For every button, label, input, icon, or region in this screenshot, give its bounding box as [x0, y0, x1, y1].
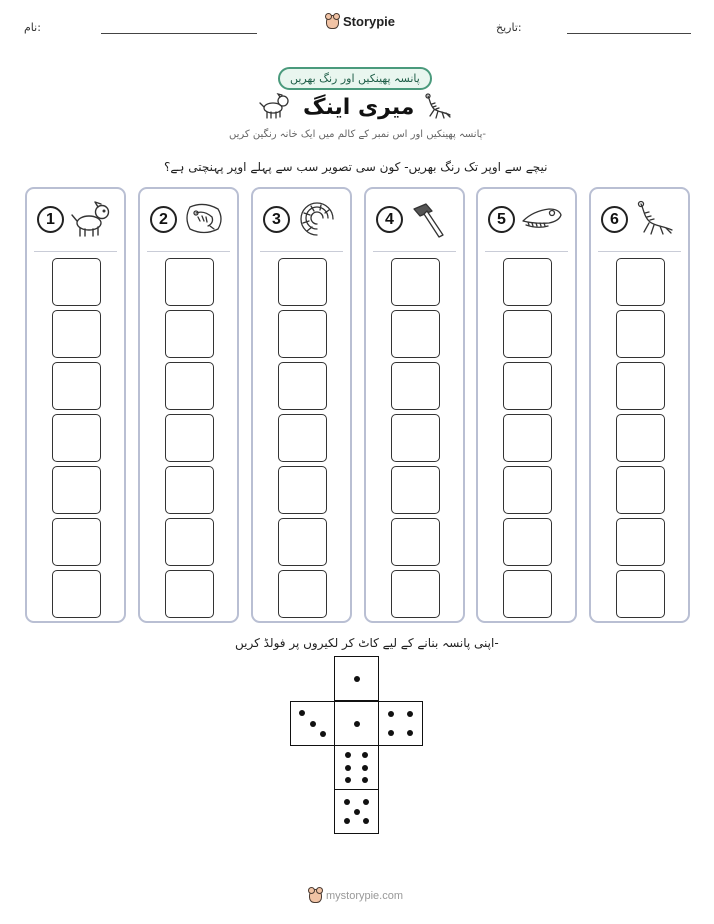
color-box[interactable]: [52, 518, 101, 566]
dog-icon: [69, 199, 113, 239]
column-3: [251, 187, 352, 623]
color-box[interactable]: [165, 310, 214, 358]
color-box[interactable]: [503, 570, 552, 618]
color-box[interactable]: [391, 414, 440, 462]
color-box[interactable]: [52, 414, 101, 462]
die-pip: [362, 777, 368, 783]
date-label: تاریخ:: [496, 21, 522, 34]
column-6: [589, 187, 690, 623]
bear-logo-icon: [309, 889, 322, 903]
die-pip: [362, 752, 368, 758]
column-number: 5: [488, 206, 515, 233]
color-box[interactable]: [616, 414, 665, 462]
hammer-icon: [408, 199, 452, 239]
die-pip: [388, 711, 394, 717]
column-divider: [147, 251, 230, 252]
plesiosaur-skeleton-icon: [420, 92, 454, 122]
subtitle: پانسہ پھینکیں اور اس نمبر کے کالم میں ایک خانہ رنگین کریں-: [229, 129, 487, 140]
color-box[interactable]: [503, 362, 552, 410]
column-1: [25, 187, 126, 623]
die-pip: [299, 710, 305, 716]
die-pip: [320, 731, 326, 737]
die-pip: [388, 730, 394, 736]
color-box[interactable]: [165, 258, 214, 306]
color-box[interactable]: [616, 518, 665, 566]
die-pip: [344, 818, 350, 824]
die-pip: [354, 676, 360, 682]
brand-logo: [326, 14, 395, 29]
column-divider: [598, 251, 681, 252]
color-box[interactable]: [52, 362, 101, 410]
column-divider: [260, 251, 343, 252]
color-box[interactable]: [278, 518, 327, 566]
color-box[interactable]: [278, 466, 327, 514]
color-box[interactable]: [391, 310, 440, 358]
color-box[interactable]: [391, 570, 440, 618]
column-divider: [34, 251, 117, 252]
color-box[interactable]: [616, 258, 665, 306]
color-box[interactable]: [391, 362, 440, 410]
ammonite-icon: [295, 199, 339, 239]
color-box[interactable]: [616, 310, 665, 358]
die-pip: [363, 799, 369, 805]
brand-name: Storypie: [343, 14, 396, 29]
color-box[interactable]: [616, 570, 665, 618]
fold-instruction: اپنی پانسہ بنانے کے لیے کاٹ کر لکیروں پر فولڈ کریں-: [235, 636, 499, 650]
die-pip: [362, 765, 368, 771]
name-line[interactable]: [101, 33, 257, 34]
die-pip: [407, 730, 413, 736]
die-pip: [345, 765, 351, 771]
bear-logo-icon: [326, 15, 339, 29]
die-face-right: [378, 701, 423, 746]
color-box[interactable]: [503, 518, 552, 566]
die-pip: [354, 809, 360, 815]
color-box[interactable]: [52, 570, 101, 618]
color-box[interactable]: [391, 518, 440, 566]
color-box[interactable]: [391, 466, 440, 514]
color-box[interactable]: [616, 466, 665, 514]
color-box[interactable]: [165, 518, 214, 566]
color-box[interactable]: [278, 258, 327, 306]
page-title: میری اینگ: [303, 95, 415, 120]
column-number: 1: [37, 206, 64, 233]
color-box[interactable]: [278, 414, 327, 462]
color-box[interactable]: [52, 258, 101, 306]
color-box[interactable]: [165, 570, 214, 618]
column-number: 2: [150, 206, 177, 233]
column-5: [476, 187, 577, 623]
die-face-lower: [334, 745, 379, 790]
color-box[interactable]: [278, 310, 327, 358]
color-box[interactable]: [503, 466, 552, 514]
color-box[interactable]: [503, 414, 552, 462]
footer: [309, 889, 403, 903]
date-line[interactable]: [567, 33, 691, 34]
color-box[interactable]: [52, 310, 101, 358]
column-number: 3: [263, 206, 290, 233]
column-4: [364, 187, 465, 623]
color-box[interactable]: [278, 570, 327, 618]
color-box[interactable]: [616, 362, 665, 410]
fossil-icon: [182, 199, 226, 239]
color-box[interactable]: [278, 362, 327, 410]
plesiosaur-skeleton-icon: [633, 199, 677, 239]
color-box[interactable]: [165, 362, 214, 410]
instruction: نیچے سے اوپر تک رنگ بھریں- کون سی تصویر سب سے پہلے اوپر پہنچتی ہے؟: [164, 160, 548, 174]
color-box[interactable]: [52, 466, 101, 514]
dino-skull-icon: [520, 199, 564, 239]
color-box[interactable]: [503, 258, 552, 306]
column-divider: [373, 251, 456, 252]
die-pip: [407, 711, 413, 717]
game-type-pill: پانسہ پھینکیں اور رنگ بھریں: [278, 67, 432, 90]
color-box[interactable]: [391, 258, 440, 306]
footer-url[interactable]: mystorypie.com: [326, 890, 404, 902]
die-pip: [345, 752, 351, 758]
die-pip: [310, 721, 316, 727]
color-box[interactable]: [165, 414, 214, 462]
color-box[interactable]: [503, 310, 552, 358]
column-number: 4: [376, 206, 403, 233]
column-2: [138, 187, 239, 623]
die-face-left: [290, 701, 335, 746]
die-pip: [363, 818, 369, 824]
die-pip: [344, 799, 350, 805]
die-face-bottom: [334, 789, 379, 834]
die-face-center: [334, 701, 379, 746]
die-pip: [354, 721, 360, 727]
color-box[interactable]: [165, 466, 214, 514]
column-number: 6: [601, 206, 628, 233]
column-divider: [485, 251, 568, 252]
dog-icon: [258, 92, 292, 120]
die-pip: [345, 777, 351, 783]
die-face-top: [334, 656, 379, 701]
name-label: نام:: [24, 21, 41, 34]
